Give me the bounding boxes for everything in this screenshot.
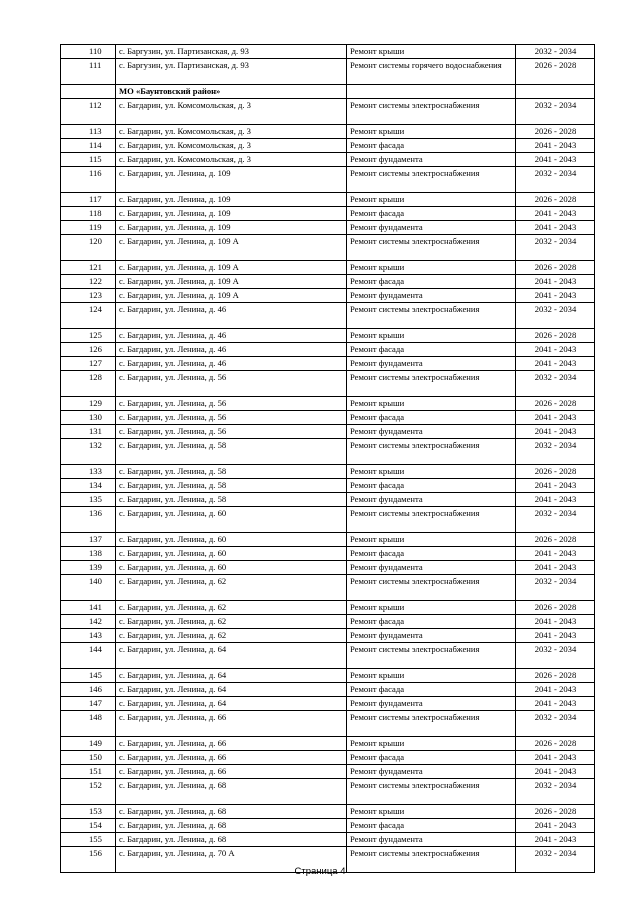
- period-cell: 2041 - 2043: [516, 561, 595, 575]
- period-cell: 2041 - 2043: [516, 683, 595, 697]
- table-row: [61, 465, 595, 479]
- work-type-cell: Ремонт фундамента: [347, 221, 516, 235]
- address-cell: с. Багдарин, ул. Ленина, д. 68: [116, 833, 347, 847]
- period-cell: 2041 - 2043: [516, 207, 595, 221]
- period-cell: 2032 - 2034: [516, 303, 595, 329]
- work-type-cell: Ремонт фундамента: [347, 153, 516, 167]
- row-number: 121: [61, 261, 116, 275]
- work-type-cell: Ремонт фасада: [347, 343, 516, 357]
- table-row: [61, 683, 595, 697]
- table-row: [61, 615, 595, 629]
- row-number: 111: [61, 59, 116, 85]
- work-type-cell: Ремонт фасада: [347, 139, 516, 153]
- period-cell: 2026 - 2028: [516, 737, 595, 751]
- table-row: [61, 411, 595, 425]
- address-cell: с. Багдарин, ул. Ленина, д. 62: [116, 601, 347, 615]
- work-type-cell: Ремонт крыши: [347, 465, 516, 479]
- work-type-cell: Ремонт фасада: [347, 819, 516, 833]
- table-row: [61, 289, 595, 303]
- address-cell: с. Багдарин, ул. Комсомольская, д. 3: [116, 139, 347, 153]
- address-cell: с. Багдарин, ул. Ленина, д. 64: [116, 683, 347, 697]
- row-number: 113: [61, 125, 116, 139]
- work-type-cell: Ремонт фундамента: [347, 833, 516, 847]
- period-cell: 2041 - 2043: [516, 629, 595, 643]
- period-cell: 2026 - 2028: [516, 397, 595, 411]
- address-cell: с. Багдарин, ул. Комсомольская, д. 3: [116, 99, 347, 125]
- period-cell: 2026 - 2028: [516, 261, 595, 275]
- period-cell: 2032 - 2034: [516, 235, 595, 261]
- address-cell: с. Багдарин, ул. Ленина, д. 56: [116, 397, 347, 411]
- address-cell: с. Багдарин, ул. Ленина, д. 46: [116, 343, 347, 357]
- table-row: [61, 533, 595, 547]
- address-cell: с. Багдарин, ул. Ленина, д. 58: [116, 479, 347, 493]
- section-work-cell: [347, 85, 516, 99]
- row-number: 154: [61, 819, 116, 833]
- row-number: 139: [61, 561, 116, 575]
- period-cell: 2032 - 2034: [516, 847, 595, 873]
- work-type-cell: Ремонт системы электроснабжения: [347, 507, 516, 533]
- period-cell: 2032 - 2034: [516, 99, 595, 125]
- address-cell: с. Багдарин, ул. Комсомольская, д. 3: [116, 125, 347, 139]
- row-number: 146: [61, 683, 116, 697]
- work-type-cell: Ремонт крыши: [347, 261, 516, 275]
- work-type-cell: Ремонт крыши: [347, 125, 516, 139]
- address-cell: с. Багдарин, ул. Ленина, д. 60: [116, 507, 347, 533]
- work-type-cell: Ремонт системы электроснабжения: [347, 371, 516, 397]
- address-cell: с. Багдарин, ул. Ленина, д. 109 А: [116, 275, 347, 289]
- row-number: 136: [61, 507, 116, 533]
- address-cell: с. Баргузин, ул. Партизанская, д. 93: [116, 59, 347, 85]
- section-period-cell: [516, 85, 595, 99]
- table-row: [61, 833, 595, 847]
- row-number: 132: [61, 439, 116, 465]
- address-cell: с. Багдарин, ул. Ленина, д. 60: [116, 547, 347, 561]
- address-cell: с. Багдарин, ул. Ленина, д. 62: [116, 575, 347, 601]
- address-cell: с. Багдарин, ул. Ленина, д. 68: [116, 819, 347, 833]
- period-cell: 2032 - 2034: [516, 575, 595, 601]
- table-row: [61, 479, 595, 493]
- table-row: [61, 397, 595, 411]
- table-row: [61, 711, 595, 737]
- table-row: [61, 493, 595, 507]
- period-cell: 2032 - 2034: [516, 371, 595, 397]
- address-cell: с. Багдарин, ул. Ленина, д. 46: [116, 357, 347, 371]
- table-row: [61, 737, 595, 751]
- address-cell: с. Баргузин, ул. Партизанская, д. 93: [116, 45, 347, 59]
- period-cell: 2041 - 2043: [516, 343, 595, 357]
- row-number: 112: [61, 99, 116, 125]
- period-cell: 2032 - 2034: [516, 779, 595, 805]
- address-cell: с. Багдарин, ул. Ленина, д. 109 А: [116, 289, 347, 303]
- address-cell: с. Багдарин, ул. Ленина, д. 68: [116, 779, 347, 805]
- table-row: [61, 575, 595, 601]
- work-type-cell: Ремонт фундамента: [347, 561, 516, 575]
- row-number: 133: [61, 465, 116, 479]
- period-cell: 2032 - 2034: [516, 507, 595, 533]
- table-row: [61, 193, 595, 207]
- row-number: 142: [61, 615, 116, 629]
- address-cell: с. Багдарин, ул. Ленина, д. 66: [116, 711, 347, 737]
- table-row: [61, 601, 595, 615]
- period-cell: 2026 - 2028: [516, 669, 595, 683]
- address-cell: с. Багдарин, ул. Ленина, д. 60: [116, 561, 347, 575]
- work-type-cell: Ремонт системы электроснабжения: [347, 847, 516, 873]
- table-row: [61, 261, 595, 275]
- table-row: [61, 643, 595, 669]
- table-row: [61, 779, 595, 805]
- page-number: Страница 4: [294, 866, 346, 877]
- work-type-cell: Ремонт крыши: [347, 669, 516, 683]
- row-number: 150: [61, 751, 116, 765]
- period-cell: 2026 - 2028: [516, 125, 595, 139]
- row-number: 145: [61, 669, 116, 683]
- row-number: 141: [61, 601, 116, 615]
- work-type-cell: Ремонт системы электроснабжения: [347, 779, 516, 805]
- period-cell: 2041 - 2043: [516, 357, 595, 371]
- address-cell: с. Багдарин, ул. Ленина, д. 109: [116, 167, 347, 193]
- period-cell: 2041 - 2043: [516, 139, 595, 153]
- work-type-cell: Ремонт крыши: [347, 329, 516, 343]
- address-cell: с. Багдарин, ул. Ленина, д. 64: [116, 669, 347, 683]
- period-cell: 2041 - 2043: [516, 221, 595, 235]
- table-row: [61, 439, 595, 465]
- table-body: [61, 45, 595, 873]
- address-cell: с. Багдарин, ул. Ленина, д. 58: [116, 493, 347, 507]
- table-row: [61, 561, 595, 575]
- address-cell: с. Багдарин, ул. Ленина, д. 62: [116, 615, 347, 629]
- address-cell: с. Багдарин, ул. Ленина, д. 56: [116, 411, 347, 425]
- work-type-cell: Ремонт крыши: [347, 397, 516, 411]
- work-type-cell: Ремонт фундамента: [347, 425, 516, 439]
- work-type-cell: Ремонт системы электроснабжения: [347, 643, 516, 669]
- row-number: 120: [61, 235, 116, 261]
- row-number: 130: [61, 411, 116, 425]
- address-cell: с. Багдарин, ул. Ленина, д. 109: [116, 207, 347, 221]
- work-type-cell: Ремонт фундамента: [347, 629, 516, 643]
- table-row: [61, 329, 595, 343]
- section-title: МО «Баунтовский район»: [116, 85, 347, 99]
- work-type-cell: Ремонт фасада: [347, 479, 516, 493]
- row-number: 131: [61, 425, 116, 439]
- row-number: 125: [61, 329, 116, 343]
- period-cell: 2026 - 2028: [516, 601, 595, 615]
- period-cell: 2041 - 2043: [516, 275, 595, 289]
- work-type-cell: Ремонт фундамента: [347, 765, 516, 779]
- table-row: [61, 139, 595, 153]
- period-cell: 2026 - 2028: [516, 533, 595, 547]
- address-cell: с. Багдарин, ул. Ленина, д. 66: [116, 737, 347, 751]
- table-row: [61, 99, 595, 125]
- address-cell: с. Багдарин, ул. Ленина, д. 58: [116, 465, 347, 479]
- row-number: 144: [61, 643, 116, 669]
- period-cell: 2041 - 2043: [516, 153, 595, 167]
- row-number: 151: [61, 765, 116, 779]
- row-number: 137: [61, 533, 116, 547]
- address-cell: с. Багдарин, ул. Ленина, д. 64: [116, 697, 347, 711]
- table-row: [61, 235, 595, 261]
- address-cell: с. Багдарин, ул. Ленина, д. 109: [116, 221, 347, 235]
- row-number: 135: [61, 493, 116, 507]
- period-cell: 2041 - 2043: [516, 289, 595, 303]
- table-row: [61, 167, 595, 193]
- address-cell: с. Багдарин, ул. Ленина, д. 62: [116, 629, 347, 643]
- row-number: 123: [61, 289, 116, 303]
- row-number: 152: [61, 779, 116, 805]
- row-number: 143: [61, 629, 116, 643]
- row-number: 118: [61, 207, 116, 221]
- table-row: [61, 751, 595, 765]
- row-number: 149: [61, 737, 116, 751]
- row-number: 117: [61, 193, 116, 207]
- period-cell: 2041 - 2043: [516, 493, 595, 507]
- address-cell: с. Багдарин, ул. Ленина, д. 58: [116, 439, 347, 465]
- row-number: 153: [61, 805, 116, 819]
- period-cell: 2032 - 2034: [516, 45, 595, 59]
- table-row: [61, 765, 595, 779]
- address-cell: с. Багдарин, ул. Ленина, д. 109 А: [116, 261, 347, 275]
- work-type-cell: Ремонт системы электроснабжения: [347, 711, 516, 737]
- table-row: [61, 669, 595, 683]
- table-row: [61, 275, 595, 289]
- work-type-cell: Ремонт фасада: [347, 683, 516, 697]
- period-cell: 2041 - 2043: [516, 615, 595, 629]
- work-type-cell: Ремонт фундамента: [347, 357, 516, 371]
- period-cell: 2041 - 2043: [516, 751, 595, 765]
- address-cell: с. Багдарин, ул. Ленина, д. 56: [116, 371, 347, 397]
- period-cell: 2041 - 2043: [516, 697, 595, 711]
- work-type-cell: Ремонт фасада: [347, 751, 516, 765]
- work-type-cell: Ремонт фундамента: [347, 493, 516, 507]
- row-number: 129: [61, 397, 116, 411]
- work-type-cell: Ремонт фасада: [347, 207, 516, 221]
- table-row: [61, 125, 595, 139]
- address-cell: с. Багдарин, ул. Ленина, д. 109: [116, 193, 347, 207]
- work-type-cell: Ремонт системы электроснабжения: [347, 303, 516, 329]
- row-number: 126: [61, 343, 116, 357]
- table-row: [61, 45, 595, 59]
- period-cell: 2041 - 2043: [516, 411, 595, 425]
- address-cell: с. Багдарин, ул. Комсомольская, д. 3: [116, 153, 347, 167]
- work-type-cell: Ремонт системы электроснабжения: [347, 439, 516, 465]
- work-type-cell: Ремонт фасада: [347, 275, 516, 289]
- table-row: [61, 425, 595, 439]
- work-type-cell: Ремонт фундамента: [347, 289, 516, 303]
- address-cell: с. Багдарин, ул. Ленина, д. 109 А: [116, 235, 347, 261]
- row-number: 124: [61, 303, 116, 329]
- section-num-cell: [61, 85, 116, 99]
- table-row: [61, 547, 595, 561]
- work-type-cell: Ремонт крыши: [347, 193, 516, 207]
- period-cell: 2041 - 2043: [516, 425, 595, 439]
- period-cell: 2032 - 2034: [516, 643, 595, 669]
- address-cell: с. Багдарин, ул. Ленина, д. 66: [116, 765, 347, 779]
- row-number: 140: [61, 575, 116, 601]
- period-cell: 2026 - 2028: [516, 805, 595, 819]
- row-number: 119: [61, 221, 116, 235]
- period-cell: 2041 - 2043: [516, 765, 595, 779]
- row-number: 138: [61, 547, 116, 561]
- section-header-row: [61, 85, 595, 99]
- address-cell: с. Багдарин, ул. Ленина, д. 70 А: [116, 847, 347, 873]
- row-number: 110: [61, 45, 116, 59]
- work-type-cell: Ремонт фундамента: [347, 697, 516, 711]
- table-row: [61, 153, 595, 167]
- row-number: 156: [61, 847, 116, 873]
- period-cell: 2032 - 2034: [516, 167, 595, 193]
- row-number: 155: [61, 833, 116, 847]
- table-row: [61, 357, 595, 371]
- table-row: [61, 819, 595, 833]
- table-row: [61, 371, 595, 397]
- work-type-cell: Ремонт фасада: [347, 615, 516, 629]
- address-cell: с. Багдарин, ул. Ленина, д. 68: [116, 805, 347, 819]
- row-number: 115: [61, 153, 116, 167]
- row-number: 134: [61, 479, 116, 493]
- work-type-cell: Ремонт крыши: [347, 533, 516, 547]
- period-cell: 2026 - 2028: [516, 465, 595, 479]
- period-cell: 2032 - 2034: [516, 711, 595, 737]
- row-number: 147: [61, 697, 116, 711]
- table-row: [61, 221, 595, 235]
- work-type-cell: Ремонт фасада: [347, 411, 516, 425]
- table-row: [61, 207, 595, 221]
- work-type-cell: Ремонт фасада: [347, 547, 516, 561]
- address-cell: с. Багдарин, ул. Ленина, д. 64: [116, 643, 347, 669]
- period-cell: 2026 - 2028: [516, 59, 595, 85]
- row-number: 148: [61, 711, 116, 737]
- work-type-cell: Ремонт крыши: [347, 601, 516, 615]
- row-number: 128: [61, 371, 116, 397]
- work-type-cell: Ремонт системы электроснабжения: [347, 167, 516, 193]
- address-cell: с. Багдарин, ул. Ленина, д. 46: [116, 329, 347, 343]
- work-type-cell: Ремонт системы горячего водоснабжения: [347, 59, 516, 85]
- period-cell: 2032 - 2034: [516, 439, 595, 465]
- work-type-cell: Ремонт крыши: [347, 45, 516, 59]
- row-number: 114: [61, 139, 116, 153]
- row-number: 127: [61, 357, 116, 371]
- table-row: [61, 629, 595, 643]
- period-cell: 2041 - 2043: [516, 547, 595, 561]
- period-cell: 2026 - 2028: [516, 193, 595, 207]
- table-row: [61, 507, 595, 533]
- address-cell: с. Багдарин, ул. Ленина, д. 66: [116, 751, 347, 765]
- row-number: 122: [61, 275, 116, 289]
- period-cell: 2041 - 2043: [516, 833, 595, 847]
- table-row: [61, 805, 595, 819]
- address-cell: с. Багдарин, ул. Ленина, д. 56: [116, 425, 347, 439]
- repair-schedule-table: [60, 44, 595, 873]
- work-type-cell: Ремонт системы электроснабжения: [347, 575, 516, 601]
- table-row: [61, 59, 595, 85]
- period-cell: 2041 - 2043: [516, 479, 595, 493]
- table-row: [61, 697, 595, 711]
- address-cell: с. Багдарин, ул. Ленина, д. 60: [116, 533, 347, 547]
- table-row: [61, 303, 595, 329]
- table-row: [61, 343, 595, 357]
- work-type-cell: Ремонт системы электроснабжения: [347, 99, 516, 125]
- period-cell: 2026 - 2028: [516, 329, 595, 343]
- work-type-cell: Ремонт крыши: [347, 737, 516, 751]
- period-cell: 2041 - 2043: [516, 819, 595, 833]
- work-type-cell: Ремонт крыши: [347, 805, 516, 819]
- work-type-cell: Ремонт системы электроснабжения: [347, 235, 516, 261]
- row-number: 116: [61, 167, 116, 193]
- address-cell: с. Багдарин, ул. Ленина, д. 46: [116, 303, 347, 329]
